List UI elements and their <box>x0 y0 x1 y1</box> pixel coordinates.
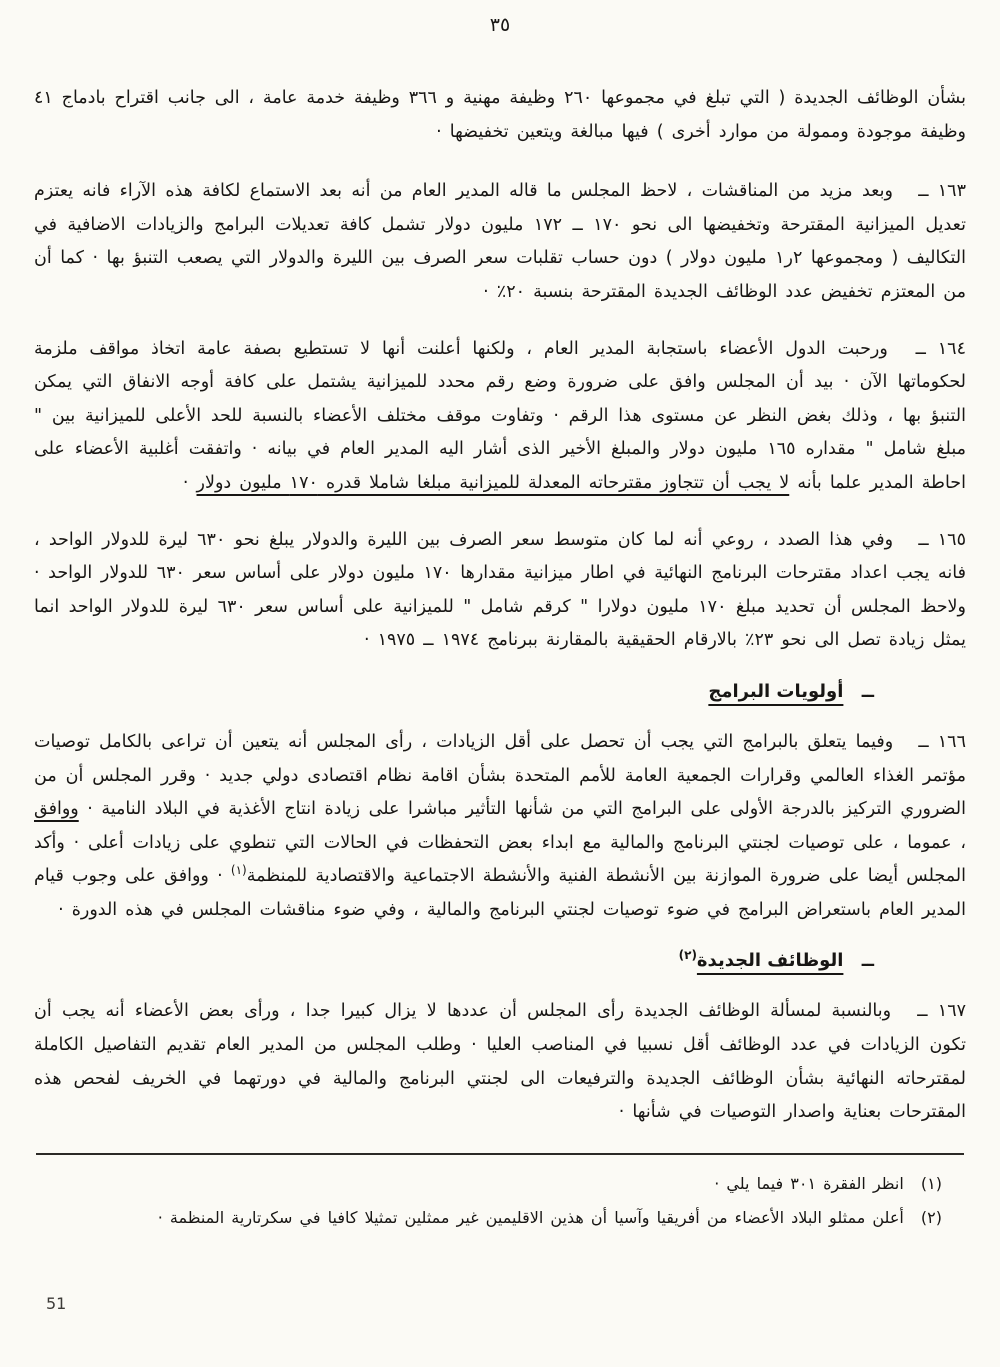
footnote-marker: (١) <box>920 1173 942 1193</box>
footnote-text: أعلن ممثلو البلاد الأعضاء من أفريقيا وآسيا أن هذين الاقليمين غير ممثلين تمثيلا كافيا في سكرتارية المنظمة · <box>157 1208 904 1228</box>
paragraph-number: ١٦٤ ــ <box>915 338 966 359</box>
footnote-ref-1: (١) <box>230 863 247 878</box>
paragraph-165 <box>34 524 966 658</box>
heading-label: أولويات البرامج <box>708 680 844 702</box>
paragraph-163 <box>34 175 966 309</box>
paragraph-text: وبالنسبة لمسألة الوظائف الجديدة رأى المجلس أن عددها لا يزال كبيرا جدا ، ورأى بعض الأعضاء أنه يجب أن تكون الزيادات في عدد الوظائف أقل نسبيا في المناصب العليا · وطلب المجلس من المدير العام تقديم التفاصيل الكاملة لمقترحاته النهائية بشأن الوظائف الجديدة والترفيعات الى لجنتي البرنامج والمالية في دورتهما في الخريف لفحص هذه المقترحات بعناية واصدار التوصيات في شأنها · <box>34 1001 966 1123</box>
paragraph-text: ورحبت الدول الأعضاء باستجابة المدير العام ، ولكنها أعلنت أنها لا تستطيع بصفة عامة اتخاذ مواقف ملزمة لحكوماتها الآن · بيد أن المجلس وافق على ضرورة وضع رقم محدد للميزانية يشتمل على كافة أوجه الانفاق التي يمكن التنبؤ بها ، وذلك بغض النظر عن مستوى هذا الرقم · وتفاوت موقف مختلف الأعضاء بالنسبة للحد الأعلى للميزانية بين " مبلغ شامل " مقداره ١٦٥ مليون دولار والمبلغ الأخير الذى أشار اليه المدير العام في بيانه · واتفقت أغلبية الأعضاء على احاطة المدير علما بأنه <box>34 338 966 493</box>
footnote-1 <box>34 1169 966 1199</box>
page-number-top: ٣٥ <box>489 14 511 36</box>
paragraph-167 <box>34 995 966 1129</box>
paragraph-text: · <box>182 472 189 493</box>
heading-dash: ــ <box>861 680 874 702</box>
page-number-bottom: 51 <box>46 1294 67 1313</box>
paragraph-text: وفيما يتعلق بالبرامج التي يجب أن تحصل على أقل الزيادات ، رأى المجلس أنه يتعين أن تراعى بالكامل توصيات مؤتمر الغذاء العالمي وقرارات الجمعية العامة للأمم المتحدة بشأن اقامة نظام اقتصادى دولي جديد · وقرر المجلس أن من الضروري التركيز بالدرجة الأولى على البرامج التي من شأنها التأثير مباشرا على زيادة انتاج الأغذية في البلاد النامية · <box>34 731 966 820</box>
paragraph-164 <box>34 333 966 501</box>
footnote-text: انظر الفقرة ٣٠١ فيما يلي · <box>714 1173 904 1193</box>
underlined-budget-ceiling-text: لا يجب أن تتجاوز مقترحاته المعدلة للميزانية مبلغا شاملا قدره ١٧٠ مليون دولار <box>196 472 790 493</box>
document-body <box>34 82 966 1233</box>
paragraph-text: وفي هذا الصدد ، روعي أنه لما كان متوسط سعر الصرف بين الليرة والدولار يبلغ نحو ٦٣٠ ليرة للدولار الواحد ، فانه يجب اعداد مقترحات البرنامج النهائية في اطار ميزانية مقدارها ١٧٠ مليون دولار على أساس سعر ٦٣٠ للدولار الواحد · ولاحظ المجلس أن تحديد مبلغ ١٧٠ مليون دولارا " كرقم شامل " للميزانية على أساس سعر ٦٣٠ ليرة للدولار الواحد انما يمثل زيادة تصل الى نحو ٢٣٪ بالارقام الحقيقية بالمقارنة ببرنامج ١٩٧٤ ــ ١٩٧٥ · <box>34 529 966 651</box>
section-heading-program-priorities <box>34 681 874 702</box>
heading-label: الوظائف الجديدة <box>696 950 844 972</box>
section-heading-new-posts <box>34 950 874 971</box>
paragraph-text: بشأن الوظائف الجديدة ( التي تبلغ في مجموعها ٢٦٠ وظيفة مهنية و ٣٦٦ وظيفة خدمة عامة ، الى جانب اقتراح بادماج ٤١ وظيفة موجودة وممولة من موارد أخرى ) فيها مبالغة ويتعين تخفيضها · <box>34 88 967 142</box>
paragraph-number: ١٦٣ ــ <box>918 181 966 202</box>
underlined-agreed-text: ووافق <box>34 799 79 820</box>
paragraph-text: وبعد مزيد من المناقشات ، لاحظ المجلس ما قاله المدير العام من أنه بعد الاستماع لكافة هذه الآراء فانه يعتزم تعديل الميزانية المقترحة وتخفيضها الى نحو ١٧٠ ــ ١٧٢ مليون دولار تشمل كافة تعديلات البرامج والزيادات الاضافية في التكاليف ( ومجموعها ٢ر١ مليون دولار ) دون حساب تقلبات سعر الصرف بين الليرة والدولار التي يصعب التنبؤ بها · كما أن من المعتزم تخفيض عدد الوظائف الجديدة المقترحة بنسبة ٢٠٪ · <box>34 181 966 302</box>
paragraph-number: ١٦٦ ــ <box>918 731 966 752</box>
heading-dash: ــ <box>861 950 874 972</box>
footnotes-section <box>34 1153 966 1233</box>
footnote-marker: (٢) <box>920 1208 942 1228</box>
paragraph-number: ١٦٧ ــ <box>917 1001 966 1022</box>
paragraph-166 <box>34 726 966 928</box>
paragraph-number: ١٦٥ ــ <box>918 529 966 550</box>
paragraph-text: · ووافق على وجوب قيام المدير العام باستعراض البرامج في ضوء توصيات لجنتي البرنامج والمالية ، وفي ضوء مناقشات المجلس في هذه الدورة · <box>34 866 966 920</box>
footnote-separator <box>36 1153 964 1155</box>
paragraph-intro-continuation <box>34 82 966 149</box>
paragraph-text: ، عموما ، على توصيات لجنتي البرنامج والمالية مع ابداء بعض التحفظات في الحالات التي تنطوي على زيادات أعلى · وأكد المجلس أيضا على ضرورة الموازنة بين الأنشطة الفنية والأنشطة الاجتماعية والاقتصادية للمنظمة <box>34 832 966 887</box>
footnote-ref-2: (٢) <box>678 948 697 963</box>
footnote-2 <box>34 1203 966 1233</box>
